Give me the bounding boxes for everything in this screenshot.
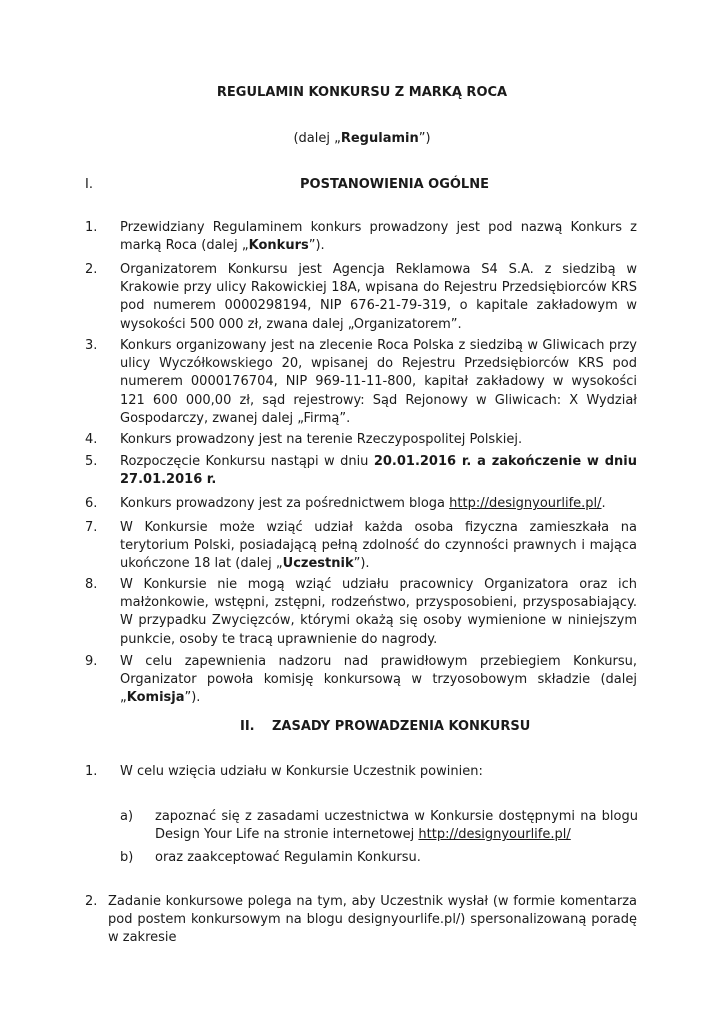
section-2-title: ZASADY PROWADZENIA KONKURSU [272, 719, 531, 734]
item-number: 9. [85, 654, 98, 669]
list-item [85, 495, 637, 513]
list-item [85, 576, 637, 649]
subtitle-bold-term: Regulamin [340, 131, 419, 146]
list-item [85, 763, 637, 781]
item-number: 1. [85, 764, 98, 779]
document-subtitle [0, 130, 724, 148]
item-number: 5. [85, 454, 98, 469]
subtitle-prefix: (dalej „ [293, 131, 341, 146]
item-text: Konkurs organizowany jest na zlecenie Roca Polska z siedzibą w Gliwicach przy ulicy Wyczółkowskiego 20, wpisanej do Rejestru Przedsiębiorców KRS pod numerem 0000176704, NIP 969-11-11-800, kapitał zakładowy w wysokości 121 600 000,00 zł, sąd rejestrowy: Sąd Rejonowy w Gliwicach: X Wydział Gospodarczy, zwanej dalej „Firmą”. [120, 338, 637, 426]
item-number: 1. [85, 220, 98, 235]
section-1-number: I. [85, 177, 93, 192]
list-item [85, 453, 637, 489]
list-item [85, 519, 637, 574]
item-number: 7. [85, 520, 98, 535]
sub-item-letter: a) [120, 809, 134, 824]
item-number: 2. [85, 894, 98, 909]
section-2-number: II. [240, 719, 255, 734]
section-2-heading [240, 718, 530, 736]
list-item [85, 431, 637, 449]
defined-term: Komisja [126, 690, 185, 706]
sub-item-text: oraz zaakceptować Regulamin Konkursu. [155, 850, 421, 865]
item-text: W Konkursie może wziąć udział każda osoba fizyczna zamieszkała na terytorium Polski, posiadającą pełną zdolność do czynności prawnych i mająca ukończone 18 lat (dalej „Uczestnik”). [120, 520, 637, 572]
item-text: Przewidziany Regulaminem konkurs prowadzony jest pod nazwą Konkurs z marką Roca (dalej „Konkurs”). [120, 220, 637, 254]
sub-item-text: zapoznać się z zasadami uczestnictwa w Konkursie dostępnymi na blogu Design Your Life na stronie internetowej http://designyourlife.pl/ [155, 809, 638, 843]
subtitle-suffix: ”) [418, 131, 431, 146]
list-item [85, 219, 637, 255]
list-item [85, 337, 637, 428]
item-number: 8. [85, 577, 98, 592]
item-text: Rozpoczęcie Konkursu nastąpi w dniu 20.01.2016 r. a zakończenie w dniu 27.01.2016 r. [120, 454, 638, 488]
sub-list-item [120, 849, 638, 867]
item-text: W celu zapewnienia nadzoru nad prawidłowym przebiegiem Konkursu, Organizator powoła komisję konkursową w trzyosobowym składzie (dalej „Komisja”). [120, 654, 637, 706]
document-title: REGULAMIN KONKURSU Z MARKĄ ROCA [216, 85, 508, 100]
list-item [85, 261, 637, 334]
item-text: Zadanie konkursowe polega na tym, aby Uczestnik wysłał (w formie komentarza pod postem konkursowym na blogu designyourlife.pl/) spersonalizowaną poradę w zakresie [108, 894, 637, 946]
item-text: Organizatorem Konkursu jest Agencja Reklamowa S4 S.A. z siedzibą w Krakowie przy ulicy Rakowickiej 18A, wpisana do Rejestru Przedsiębiorców KRS pod numerem 0000298194, NIP 676-21-79-319, o kapitale zakładowym w wysokości 500 000 zł, zwana dalej „Organizatorem”. [120, 262, 637, 332]
defined-term: Uczestnik [282, 556, 354, 572]
contest-dates: 20.01.2016 r. a zakończenie w dniu 27.01.2016 r. [120, 454, 638, 488]
item-number: 2. [85, 262, 98, 277]
list-item [85, 653, 637, 708]
defined-term: Konkurs [248, 238, 309, 254]
item-number: 4. [85, 432, 98, 447]
item-text: W celu wzięcia udziału w Konkursie Uczestnik powinien: [120, 764, 483, 779]
section-1-title: POSTANOWIENIA OGÓLNE [300, 177, 489, 192]
sub-item-letter: b) [120, 850, 134, 865]
list-item [85, 893, 637, 948]
blog-link[interactable]: http://designyourlife.pl/ [418, 827, 571, 843]
item-text: Konkurs prowadzony jest za pośrednictwem bloga http://designyourlife.pl/. [120, 496, 606, 511]
item-number: 3. [85, 338, 98, 353]
sub-list-item [120, 808, 638, 844]
blog-link[interactable]: http://designyourlife.pl/ [449, 496, 602, 511]
item-text: Konkurs prowadzony jest na terenie Rzeczypospolitej Polskiej. [120, 432, 523, 447]
item-text: W Konkursie nie mogą wziąć udziału pracownicy Organizatora oraz ich małżonkowie, wstępni, zstępni, rodzeństwo, przysposobieni, przysposabiający. W przypadku Zwycięzców, którymi okażą się osoby wymienione w niniejszym punkcie, osoby te tracą uprawnienie do nagrody. [120, 577, 637, 647]
item-number: 6. [85, 496, 98, 511]
